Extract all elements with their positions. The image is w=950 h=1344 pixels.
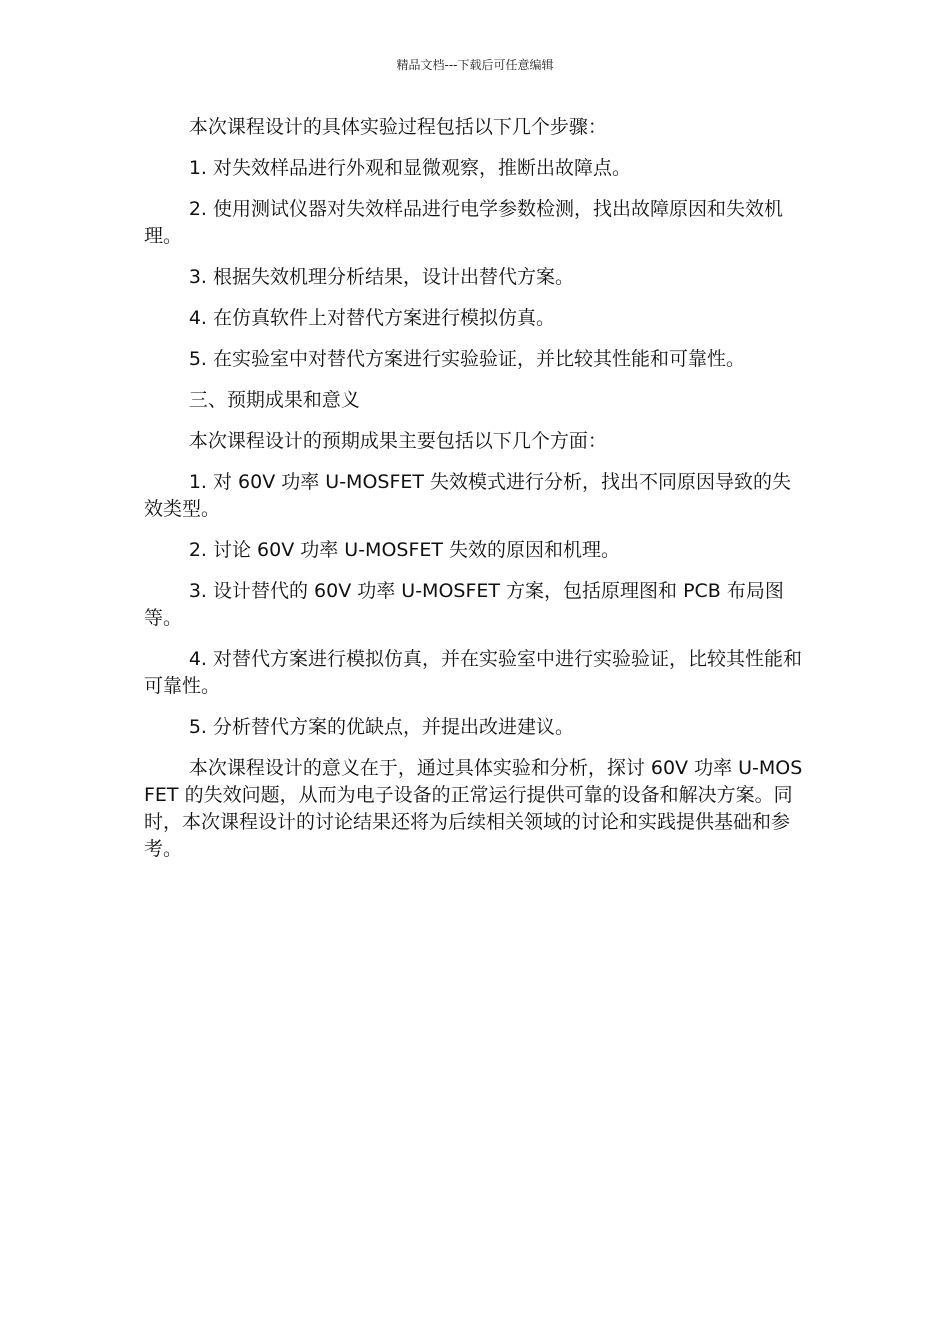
result-2: 2. 讨论 60V 功率 U-MOSFET 失效的原因和机理。 — [188, 539, 621, 561]
paragraph-intro-steps: 本次课程设计的具体实验过程包括以下几个步骤： — [188, 116, 607, 138]
result-4: 4. 对替代方案进行模拟仿真，并在实验室中进行实验验证，比较其性能和可靠性。 — [144, 648, 802, 697]
step-1: 1. 对失效样品进行外观和显微观察，推断出故障点。 — [188, 157, 631, 179]
document-body — [144, 114, 809, 863]
result-3: 3. 设计替代的 60V 功率 U-MOSFET 方案，包括原理图和 PCB 布局图等。 — [144, 580, 784, 629]
section-heading: 三、预期成果和意义 — [188, 389, 360, 411]
paragraph-intro-results: 本次课程设计的预期成果主要包括以下几个方面： — [188, 430, 607, 452]
result-5: 5. 分析替代方案的优缺点，并提出改进建议。 — [188, 716, 574, 738]
step-3: 3. 根据失效机理分析结果，设计出替代方案。 — [188, 266, 574, 288]
paragraph-significance: 本次课程设计的意义在于，通过具体实验和分析，探讨 60V 功率 U-MOSFET 的失效问题，从而为电子设备的正常运行提供可靠的设备和解决方案。同时，本次课程设计的讨论结果还将为后续相关领域的讨论和实践提供基础和参考。 — [144, 757, 803, 860]
result-1: 1. 对 60V 功率 U-MOSFET 失效模式进行分析，找出不同原因导致的失效类型。 — [144, 471, 792, 520]
step-2: 2. 使用测试仪器对失效样品进行电学参数检测，找出故障原因和失效机理。 — [144, 198, 783, 247]
page-header: 精品文档---下载后可任意编辑 — [396, 58, 554, 72]
step-4: 4. 在仿真软件上对替代方案进行模拟仿真。 — [188, 307, 555, 329]
step-5: 5. 在实验室中对替代方案进行实验验证，并比较其性能和可靠性。 — [188, 348, 745, 370]
